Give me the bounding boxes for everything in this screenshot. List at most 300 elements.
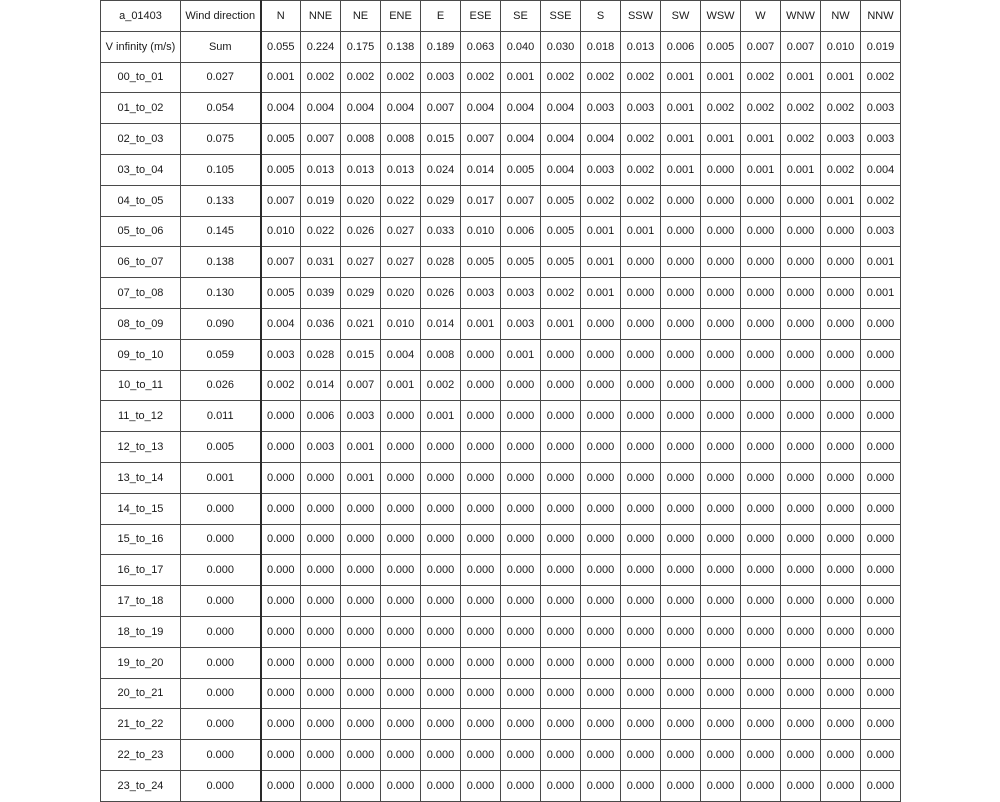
table-row [101, 278, 901, 309]
cell-ene: 0.000 [381, 740, 421, 771]
cell-ne: 0.029 [341, 278, 381, 309]
table-row [101, 124, 901, 155]
cell-ene: 0.000 [381, 678, 421, 709]
cell-nne: 0.028 [301, 339, 341, 370]
cell-ssw: 0.000 [621, 555, 661, 586]
direction-header-sw: SW [661, 1, 701, 32]
cell-ne: 0.026 [341, 216, 381, 247]
table-row [101, 555, 901, 586]
cell-sse: 0.001 [541, 308, 581, 339]
cell-ene: 0.010 [381, 308, 421, 339]
cell-n: 0.003 [261, 339, 301, 370]
cell-sse: 0.000 [541, 370, 581, 401]
cell-nw: 0.000 [821, 586, 861, 617]
cell-wsw: 0.000 [701, 647, 741, 678]
cell-se: 0.000 [501, 678, 541, 709]
direction-header-nnw: NNW [861, 1, 901, 32]
cell-nne: 0.036 [301, 308, 341, 339]
cell-e: 0.000 [421, 586, 461, 617]
cell-n: 0.001 [261, 62, 301, 93]
cell-nw: 0.000 [821, 493, 861, 524]
cell-ssw: 0.002 [621, 154, 661, 185]
sum-cell-sse: 0.030 [541, 31, 581, 62]
cell-n: 0.000 [261, 647, 301, 678]
cell-nnw: 0.000 [861, 647, 901, 678]
row-label: 06_to_07 [101, 247, 181, 278]
cell-sse: 0.000 [541, 432, 581, 463]
cell-sw: 0.000 [661, 247, 701, 278]
cell-ese: 0.002 [461, 62, 501, 93]
row-sum: 0.000 [181, 740, 261, 771]
cell-ese: 0.000 [461, 462, 501, 493]
cell-nw: 0.000 [821, 216, 861, 247]
cell-e: 0.014 [421, 308, 461, 339]
sum-cell-w: 0.007 [741, 31, 781, 62]
cell-ese: 0.000 [461, 770, 501, 801]
cell-ene: 0.013 [381, 154, 421, 185]
cell-n: 0.000 [261, 462, 301, 493]
cell-nw: 0.000 [821, 524, 861, 555]
cell-ssw: 0.000 [621, 493, 661, 524]
cell-n: 0.000 [261, 586, 301, 617]
cell-ssw: 0.000 [621, 370, 661, 401]
cell-ene: 0.001 [381, 370, 421, 401]
cell-ene: 0.000 [381, 616, 421, 647]
header-row [101, 1, 901, 32]
cell-nnw: 0.003 [861, 124, 901, 155]
cell-e: 0.033 [421, 216, 461, 247]
cell-ne: 0.000 [341, 555, 381, 586]
cell-nw: 0.000 [821, 678, 861, 709]
row-label: 12_to_13 [101, 432, 181, 463]
cell-n: 0.007 [261, 247, 301, 278]
cell-ssw: 0.000 [621, 247, 661, 278]
cell-nne: 0.000 [301, 524, 341, 555]
cell-se: 0.000 [501, 524, 541, 555]
cell-wnw: 0.000 [781, 586, 821, 617]
cell-sw: 0.000 [661, 432, 701, 463]
wind-direction-label: Wind direction [181, 1, 261, 32]
cell-ese: 0.014 [461, 154, 501, 185]
cell-sse: 0.005 [541, 216, 581, 247]
sum-row-label: V infinity (m/s) [101, 31, 181, 62]
cell-nnw: 0.000 [861, 493, 901, 524]
cell-ssw: 0.000 [621, 740, 661, 771]
cell-nnw: 0.002 [861, 62, 901, 93]
cell-s: 0.000 [581, 308, 621, 339]
cell-sw: 0.000 [661, 308, 701, 339]
cell-n: 0.002 [261, 370, 301, 401]
cell-ese: 0.000 [461, 432, 501, 463]
cell-nnw: 0.002 [861, 185, 901, 216]
sum-cell-nne: 0.224 [301, 31, 341, 62]
cell-sw: 0.000 [661, 770, 701, 801]
cell-wsw: 0.000 [701, 462, 741, 493]
cell-nw: 0.000 [821, 308, 861, 339]
row-label: 13_to_14 [101, 462, 181, 493]
cell-ese: 0.003 [461, 278, 501, 309]
cell-nne: 0.022 [301, 216, 341, 247]
cell-ese: 0.005 [461, 247, 501, 278]
cell-nw: 0.001 [821, 185, 861, 216]
row-sum: 0.000 [181, 555, 261, 586]
cell-nw: 0.000 [821, 370, 861, 401]
cell-wsw: 0.000 [701, 709, 741, 740]
cell-s: 0.000 [581, 555, 621, 586]
cell-e: 0.024 [421, 154, 461, 185]
cell-n: 0.000 [261, 401, 301, 432]
cell-ese: 0.000 [461, 339, 501, 370]
table-row [101, 216, 901, 247]
cell-sw: 0.000 [661, 586, 701, 617]
cell-ne: 0.015 [341, 339, 381, 370]
cell-ene: 0.000 [381, 401, 421, 432]
cell-ne: 0.020 [341, 185, 381, 216]
cell-s: 0.000 [581, 740, 621, 771]
cell-e: 0.000 [421, 616, 461, 647]
cell-se: 0.000 [501, 493, 541, 524]
direction-header-wsw: WSW [701, 1, 741, 32]
cell-se: 0.007 [501, 185, 541, 216]
cell-ssw: 0.000 [621, 616, 661, 647]
cell-sw: 0.000 [661, 678, 701, 709]
cell-sse: 0.005 [541, 185, 581, 216]
cell-ne: 0.000 [341, 493, 381, 524]
cell-ese: 0.000 [461, 616, 501, 647]
cell-wsw: 0.000 [701, 216, 741, 247]
cell-ene: 0.000 [381, 770, 421, 801]
cell-n: 0.000 [261, 616, 301, 647]
cell-sse: 0.000 [541, 339, 581, 370]
cell-n: 0.004 [261, 93, 301, 124]
cell-s: 0.000 [581, 586, 621, 617]
cell-sse: 0.000 [541, 740, 581, 771]
cell-ne: 0.004 [341, 93, 381, 124]
cell-ese: 0.007 [461, 124, 501, 155]
cell-nne: 0.000 [301, 709, 341, 740]
row-sum: 0.027 [181, 62, 261, 93]
cell-e: 0.000 [421, 493, 461, 524]
cell-e: 0.002 [421, 370, 461, 401]
cell-e: 0.001 [421, 401, 461, 432]
sum-cell-nw: 0.010 [821, 31, 861, 62]
wind-frequency-table [100, 0, 901, 802]
cell-se: 0.000 [501, 462, 541, 493]
cell-ene: 0.022 [381, 185, 421, 216]
row-sum: 0.054 [181, 93, 261, 124]
table-row [101, 493, 901, 524]
cell-wnw: 0.000 [781, 524, 821, 555]
table-row [101, 709, 901, 740]
cell-w: 0.000 [741, 709, 781, 740]
cell-s: 0.004 [581, 124, 621, 155]
cell-ese: 0.000 [461, 524, 501, 555]
cell-n: 0.010 [261, 216, 301, 247]
cell-w: 0.000 [741, 770, 781, 801]
cell-se: 0.004 [501, 124, 541, 155]
sum-cell-e: 0.189 [421, 31, 461, 62]
row-sum: 0.005 [181, 432, 261, 463]
cell-ne: 0.008 [341, 124, 381, 155]
cell-sse: 0.000 [541, 524, 581, 555]
cell-ne: 0.003 [341, 401, 381, 432]
cell-sw: 0.000 [661, 401, 701, 432]
cell-ese: 0.000 [461, 401, 501, 432]
cell-wsw: 0.000 [701, 401, 741, 432]
cell-ene: 0.004 [381, 93, 421, 124]
cell-e: 0.026 [421, 278, 461, 309]
sum-cell-ese: 0.063 [461, 31, 501, 62]
cell-nnw: 0.000 [861, 770, 901, 801]
sum-cell-nnw: 0.019 [861, 31, 901, 62]
cell-s: 0.001 [581, 216, 621, 247]
row-label: 04_to_05 [101, 185, 181, 216]
row-sum: 0.000 [181, 616, 261, 647]
sum-cell-n: 0.055 [261, 31, 301, 62]
table-row [101, 740, 901, 771]
cell-sw: 0.000 [661, 185, 701, 216]
cell-wsw: 0.002 [701, 93, 741, 124]
direction-header-e: E [421, 1, 461, 32]
cell-w: 0.000 [741, 586, 781, 617]
cell-nnw: 0.000 [861, 616, 901, 647]
cell-w: 0.001 [741, 154, 781, 185]
cell-e: 0.003 [421, 62, 461, 93]
cell-nnw: 0.000 [861, 678, 901, 709]
cell-wsw: 0.000 [701, 154, 741, 185]
cell-se: 0.001 [501, 62, 541, 93]
cell-wnw: 0.000 [781, 740, 821, 771]
cell-ne: 0.007 [341, 370, 381, 401]
cell-ese: 0.001 [461, 308, 501, 339]
cell-ese: 0.000 [461, 493, 501, 524]
cell-n: 0.000 [261, 678, 301, 709]
row-label: 01_to_02 [101, 93, 181, 124]
cell-sse: 0.000 [541, 493, 581, 524]
cell-sse: 0.000 [541, 770, 581, 801]
cell-sse: 0.002 [541, 62, 581, 93]
cell-n: 0.000 [261, 770, 301, 801]
cell-se: 0.000 [501, 647, 541, 678]
cell-ese: 0.000 [461, 647, 501, 678]
cell-sse: 0.004 [541, 154, 581, 185]
cell-sw: 0.000 [661, 493, 701, 524]
row-label: 17_to_18 [101, 586, 181, 617]
table-row [101, 401, 901, 432]
direction-header-s: S [581, 1, 621, 32]
direction-header-sse: SSE [541, 1, 581, 32]
cell-sse: 0.000 [541, 616, 581, 647]
cell-wnw: 0.000 [781, 462, 821, 493]
row-sum: 0.000 [181, 709, 261, 740]
cell-wnw: 0.000 [781, 339, 821, 370]
cell-se: 0.001 [501, 339, 541, 370]
cell-se: 0.000 [501, 370, 541, 401]
cell-ene: 0.000 [381, 462, 421, 493]
cell-s: 0.002 [581, 62, 621, 93]
cell-e: 0.000 [421, 740, 461, 771]
cell-s: 0.000 [581, 770, 621, 801]
cell-ne: 0.027 [341, 247, 381, 278]
cell-wnw: 0.000 [781, 185, 821, 216]
cell-wnw: 0.000 [781, 401, 821, 432]
cell-nne: 0.002 [301, 62, 341, 93]
direction-header-se: SE [501, 1, 541, 32]
cell-ese: 0.000 [461, 370, 501, 401]
cell-sw: 0.001 [661, 62, 701, 93]
cell-nw: 0.000 [821, 770, 861, 801]
cell-se: 0.003 [501, 278, 541, 309]
cell-e: 0.000 [421, 555, 461, 586]
cell-ssw: 0.000 [621, 586, 661, 617]
cell-ne: 0.013 [341, 154, 381, 185]
cell-nw: 0.000 [821, 616, 861, 647]
cell-ne: 0.021 [341, 308, 381, 339]
cell-se: 0.005 [501, 247, 541, 278]
cell-wsw: 0.000 [701, 247, 741, 278]
cell-w: 0.000 [741, 432, 781, 463]
cell-wsw: 0.000 [701, 524, 741, 555]
cell-nnw: 0.000 [861, 462, 901, 493]
cell-se: 0.000 [501, 555, 541, 586]
row-label: 11_to_12 [101, 401, 181, 432]
row-label: 18_to_19 [101, 616, 181, 647]
cell-se: 0.000 [501, 586, 541, 617]
cell-sse: 0.000 [541, 586, 581, 617]
cell-nnw: 0.000 [861, 524, 901, 555]
cell-w: 0.000 [741, 308, 781, 339]
cell-sw: 0.000 [661, 555, 701, 586]
cell-ese: 0.000 [461, 555, 501, 586]
row-sum: 0.130 [181, 278, 261, 309]
row-label: 00_to_01 [101, 62, 181, 93]
cell-e: 0.008 [421, 339, 461, 370]
cell-se: 0.004 [501, 93, 541, 124]
direction-header-wnw: WNW [781, 1, 821, 32]
cell-ne: 0.000 [341, 616, 381, 647]
cell-sse: 0.000 [541, 709, 581, 740]
cell-wsw: 0.000 [701, 432, 741, 463]
cell-wsw: 0.000 [701, 339, 741, 370]
cell-wnw: 0.000 [781, 370, 821, 401]
cell-ene: 0.000 [381, 432, 421, 463]
row-label: 09_to_10 [101, 339, 181, 370]
cell-nw: 0.000 [821, 278, 861, 309]
cell-wsw: 0.000 [701, 493, 741, 524]
cell-wsw: 0.000 [701, 740, 741, 771]
cell-s: 0.000 [581, 678, 621, 709]
cell-se: 0.000 [501, 432, 541, 463]
cell-ssw: 0.002 [621, 62, 661, 93]
cell-n: 0.000 [261, 524, 301, 555]
cell-nnw: 0.003 [861, 216, 901, 247]
direction-header-w: W [741, 1, 781, 32]
cell-nnw: 0.003 [861, 93, 901, 124]
sum-cell-s: 0.018 [581, 31, 621, 62]
table-row [101, 62, 901, 93]
direction-header-ene: ENE [381, 1, 421, 32]
table-row [101, 770, 901, 801]
row-sum: 0.138 [181, 247, 261, 278]
cell-sse: 0.000 [541, 678, 581, 709]
row-sum: 0.011 [181, 401, 261, 432]
cell-wsw: 0.000 [701, 678, 741, 709]
cell-nne: 0.039 [301, 278, 341, 309]
cell-nw: 0.000 [821, 432, 861, 463]
row-label: 07_to_08 [101, 278, 181, 309]
cell-se: 0.000 [501, 616, 541, 647]
row-label: 14_to_15 [101, 493, 181, 524]
cell-s: 0.003 [581, 93, 621, 124]
corner-label: a_01403 [101, 1, 181, 32]
cell-w: 0.000 [741, 339, 781, 370]
table-row [101, 185, 901, 216]
cell-wnw: 0.000 [781, 616, 821, 647]
cell-wsw: 0.000 [701, 586, 741, 617]
cell-nnw: 0.001 [861, 278, 901, 309]
direction-header-nne: NNE [301, 1, 341, 32]
cell-ese: 0.000 [461, 740, 501, 771]
row-sum: 0.026 [181, 370, 261, 401]
cell-nw: 0.000 [821, 740, 861, 771]
cell-s: 0.000 [581, 524, 621, 555]
sum-row-sum: Sum [181, 31, 261, 62]
cell-w: 0.000 [741, 185, 781, 216]
cell-e: 0.015 [421, 124, 461, 155]
cell-n: 0.005 [261, 124, 301, 155]
row-label: 20_to_21 [101, 678, 181, 709]
cell-nnw: 0.000 [861, 740, 901, 771]
cell-nw: 0.002 [821, 93, 861, 124]
cell-ne: 0.001 [341, 432, 381, 463]
cell-w: 0.002 [741, 93, 781, 124]
cell-w: 0.000 [741, 401, 781, 432]
cell-nne: 0.007 [301, 124, 341, 155]
cell-n: 0.005 [261, 278, 301, 309]
cell-s: 0.003 [581, 154, 621, 185]
cell-nne: 0.000 [301, 462, 341, 493]
cell-sse: 0.005 [541, 247, 581, 278]
cell-ssw: 0.000 [621, 308, 661, 339]
row-label: 23_to_24 [101, 770, 181, 801]
direction-header-ssw: SSW [621, 1, 661, 32]
cell-wsw: 0.001 [701, 124, 741, 155]
row-sum: 0.133 [181, 185, 261, 216]
row-sum: 0.105 [181, 154, 261, 185]
row-sum: 0.001 [181, 462, 261, 493]
cell-wnw: 0.001 [781, 62, 821, 93]
cell-nw: 0.000 [821, 247, 861, 278]
table-row [101, 93, 901, 124]
cell-nne: 0.014 [301, 370, 341, 401]
row-sum: 0.000 [181, 770, 261, 801]
cell-s: 0.000 [581, 616, 621, 647]
cell-ssw: 0.000 [621, 647, 661, 678]
table-row [101, 647, 901, 678]
cell-sw: 0.000 [661, 709, 701, 740]
cell-wsw: 0.000 [701, 770, 741, 801]
cell-s: 0.000 [581, 462, 621, 493]
cell-nnw: 0.000 [861, 586, 901, 617]
cell-nnw: 0.000 [861, 401, 901, 432]
cell-ne: 0.000 [341, 647, 381, 678]
cell-ssw: 0.000 [621, 770, 661, 801]
cell-ne: 0.000 [341, 586, 381, 617]
cell-n: 0.007 [261, 185, 301, 216]
table-row [101, 616, 901, 647]
cell-w: 0.000 [741, 278, 781, 309]
cell-wsw: 0.000 [701, 616, 741, 647]
